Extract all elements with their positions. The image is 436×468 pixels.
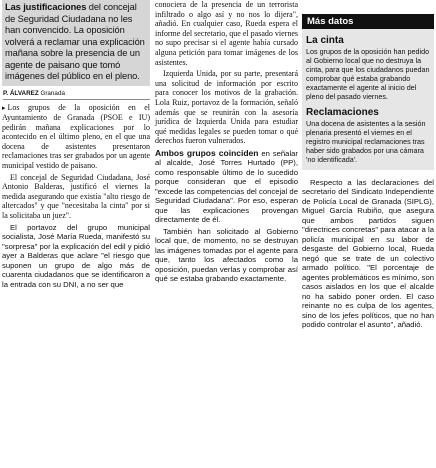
article-body-col1	[2, 223, 150, 290]
sidebar-title: Más datos	[302, 14, 434, 29]
paragraph-intro	[2, 103, 150, 171]
column-3	[302, 0, 434, 332]
paragraph-intro-text: Los grupos de la oposición en el Ayuntamiento de Granada (PSOE e IU) pedirán mañana explicaciones por lo acontecido en el último pleno, en el que una docena de asistentes presentaron reclamaciones tras ser grabados por un agente municipal vestido de paisano.	[2, 102, 150, 171]
paragraph-alcalde	[155, 149, 298, 225]
article-body-col3	[302, 178, 434, 330]
sidebar-text-reclamaciones: Una docena de asistentes a la sesión plenaria presentó el viernes en el registro municipal reclamaciones tras haber sido grabados por una cámara 'no identificada'.	[306, 119, 426, 165]
lead-text: del concejal de Seguridad Ciudadana no les han convencido. La oposición volverá a reclamar una explicación mañana sobre la presencia de un agente de paisano que tomó imágenes del público en el pleno.	[5, 2, 145, 81]
paragraph-imagenes: También han solicitado al Gobierno local que, de momento, no se destruyan las imágenes tomadas por el agente para que, tanto los afectados como la oposición, puedan verlas y comprobar así qué se estaba grabando exactamente.	[155, 226, 298, 284]
byline-author: P. ÁLVAREZ	[3, 89, 39, 97]
byline-place: Granada	[40, 89, 65, 97]
paragraph-sindicato: Respecto a las declaraciones del secretario del Sindicato Independiente de Policía Local de Granada (SIPLG), Miguel García Rubiño, que asegura que ambos partidos siguen "directrices concretas" para atacar a la policía municipal en su labor de desgaste del Gobierno local, Rueda negó que se trate de un colectivo armado político. "El porcentaje de agentes problemáticos es mínimo, son casos aislados en los que el alcalde no ha sabido poner orden. El caso reinante no es culpa de los agentes, sino de los jefes políticos, que no han podido controlar el asunto", añadió.	[302, 177, 434, 330]
article-intro	[2, 103, 150, 221]
byline	[3, 90, 150, 100]
column-2	[155, 0, 298, 286]
sidebar-mas-datos	[302, 14, 434, 170]
sidebar-text-cinta: Los grupos de la oposición han pedido al Gobierno local que no destruya la cinta, para que los ciudadanos puedan comprobar qué estaba grabando exactamente el agente al inicio del pleno del pasado viernes.	[306, 47, 430, 101]
column-1	[2, 0, 150, 291]
lead-paragraph	[5, 2, 147, 83]
article-body-col2	[155, 0, 298, 146]
article-body-col2-lower	[155, 149, 298, 284]
sidebar-heading-cinta: La cinta	[306, 35, 344, 46]
paragraph-continuation: conociera de la presencia de un terrorista infiltrado o algo así y no nos lo dijera", añadió. En cualquier caso, Rueda espera el informe del secretario, que el pasado viernes no supo precisar si el agente había cursado alguna petición para tomar imágenes de los asistentes.	[155, 0, 298, 67]
paragraph-rueda: El portavoz del grupo municipal socialista, José María Rueda, manifestó su "sorpresa" por la explicación del edil y pidió ayer a Balderas que aclare "el riesgo que suponen un grupo de algo más de cuarenta ciudadanos que se identificaron a la entrada con su DNI, a no ser que	[2, 222, 150, 289]
paragraph-balderas: El concejal de Seguridad Ciudadana, José Antonio Balderas, justificó el viernes la medida asegurando que existía "alto riesgo de altercados" y que "necesitaba la cinta" por si la solicitaba un juez".	[2, 172, 150, 221]
paragraph-alcalde-text: en señalar al alcalde, José Torres Hurtado (PP), como responsable último de lo sucedido porque consideran que el episodio "excede las competencias del concejal de Seguridad Ciudadana". Por eso, esperan que las explicaciones provengan directamente de él.	[155, 148, 298, 225]
subhead: Ambos grupos coinciden	[155, 147, 259, 158]
lead-box	[2, 0, 150, 86]
bullet-icon: ▸	[2, 103, 6, 112]
sidebar-heading-reclamaciones: Reclamaciones	[306, 107, 379, 119]
paragraph-iu: Izquierda Unida, por su parte, presentará una solicitud de información por escrito para conocer los motivos de la grabación. Lola Ruiz, portavoz de la formación, señaló además que se reunirán con la asesoría jurídica de Izquierda Unida para estudiar qué medidas legales se pueden tomar o qué derechos fueron vulnerados.	[155, 69, 298, 146]
lead-title: Las justificaciones	[5, 2, 87, 12]
